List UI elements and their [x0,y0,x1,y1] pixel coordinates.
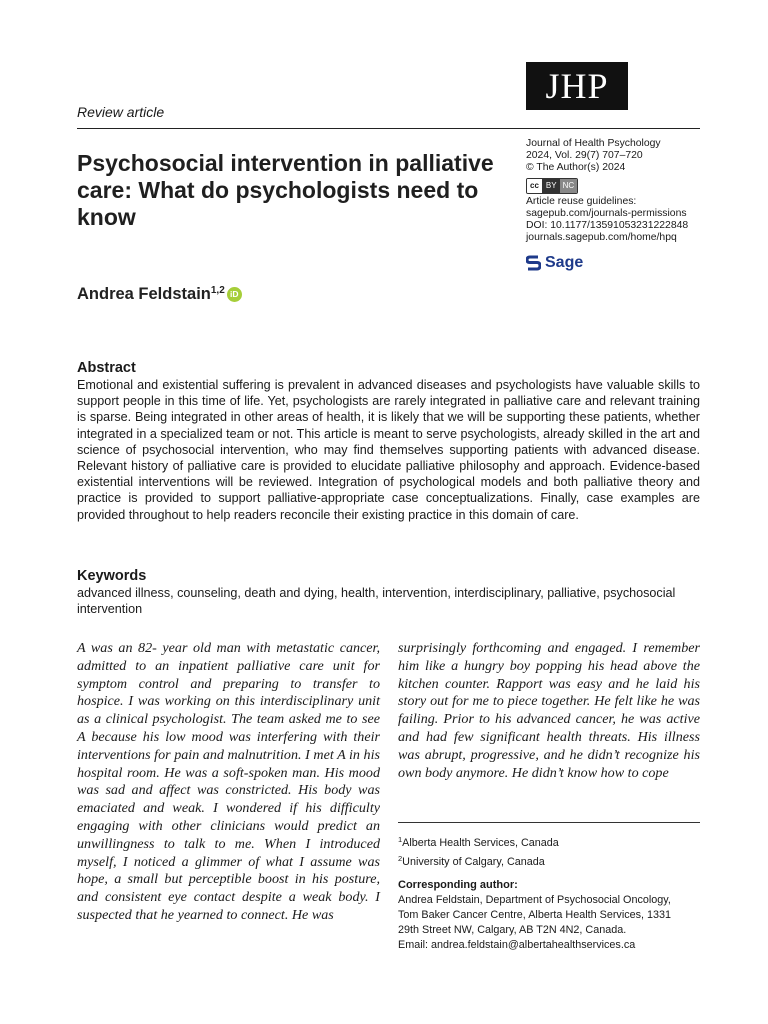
journal-link[interactable]: journals.sagepub.com/home/hpq [526,232,677,244]
abstract-text: Emotional and existential suffering is prevalent in advanced diseases and psychologists have valuable skills to support people in this time of life. Yet, psychologists are rarely integrated in palliative care and relevant training is sparse. Being integrated in other areas of health, it is likely that we will be supporting these patients, whether integrated in a specialized team or not. This article is meant to serve psychologists, already skilled in the art and science of psychosocial intervention, who may find themselves supporting patients with advanced disease. Relevant history of palliative care is provided to elucidate palliative philosophy and approach. Evidence-based existential interventions will be reviewed. Integration of psychological models and both palliative theory and practice is provided to support palliative-appropriate case conceptualizations. Finally, case examples are provided throughout to help readers reconcile their existing practice in this domain of care. [77,378,700,522]
sage-s-icon [526,254,541,272]
author-name: Andrea Feldstain [77,285,211,303]
footnotes [398,832,708,953]
orcid-icon[interactable]: iD [227,287,242,302]
keywords-heading: Keywords [77,568,147,584]
reuse-label: Article reuse guidelines: [526,195,637,207]
affiliation-marks: 1,2 [210,285,225,296]
cc-icon: cc [527,179,543,193]
section-label: Review article [77,104,165,120]
affiliation-mark: 1 [398,835,403,844]
journal-logo: JHP [526,62,628,110]
body-column-right: surprisingly forthcoming and engaged. I remember him like a hungry boy popping his head above the kitchen counter. Rapport was easy and he laid his story out for me to piece together. He felt like he was failing. Prior to his advanced cancer, he was active and had few significant health threats. His illness was abrupt, progressive, and he didn’t recognize his own body anymore. He didn’t know how to cope [398,640,700,781]
corresponding-line: 29th Street NW, Calgary, AB T2N 4N2, Canada. [398,924,627,936]
header-rule [77,128,700,129]
publisher-logo [526,254,583,272]
corresponding-heading: Corresponding author: [398,879,518,891]
body-column-left: A was an 82- year old man with metastatic cancer, admitted to an inpatient palliative care unit for symptom control and preparing to transfer to hospice. I was working on this interdisciplinary unit as a clinical psychologist. The team asked me to see A because his low mood was interfering with their interventions for pain and malnutrition. I met A in his hospital room. He was a soft-spoken man. His mood was sad and affect was constricted. His body was emaciated and weak. I wondered if his difficulty engaging with other clinicians would predict an unwillingness to talk to me. When I introduced myself, I noticed a glimmer of what I assume was hope, a small but perceptible boost in his posture, and consistent eye contact despite a weak body. I suspected that he yearned to connect. He was [77,640,380,923]
publisher-name: Sage [545,254,584,271]
affiliation-text: University of Calgary, Canada [402,856,545,868]
affiliation-text: Alberta Health Services, Canada [402,837,559,849]
doi[interactable]: DOI: 10.1177/13591053231222848 [526,220,689,232]
keywords-text: advanced illness, counseling, death and dying, health, intervention, interdisciplinary, palliative, psychosocial intervention [77,586,676,617]
affiliation-2 [398,851,708,870]
corresponding-line: Andrea Feldstain, Department of Psychosocial Oncology, [398,894,671,906]
corresponding-line: Tom Baker Cancer Centre, Alberta Health Services, 1331 [398,909,672,921]
cc-by-icon: BY [543,179,560,193]
reuse-link[interactable]: sagepub.com/journals-permissions [526,207,687,219]
abstract-heading: Abstract [77,360,136,376]
cc-license-badge[interactable] [526,178,578,194]
corresponding-email[interactable]: Email: andrea.feldstain@albertahealthservices.ca [398,939,636,951]
author-line [77,285,242,304]
journal-meta [526,138,726,244]
copyright: © The Author(s) 2024 [526,162,626,174]
cc-nc-icon: NC [560,179,578,193]
footnote-rule [398,822,700,823]
affiliation-1 [398,832,708,851]
journal-name: Journal of Health Psychology [526,138,661,149]
volume-pages: 2024, Vol. 29(7) 707–720 [526,150,643,162]
affiliation-mark: 2 [398,854,403,863]
article-title: Psychosocial intervention in palliative care: What do psychologists need to know [77,150,494,230]
